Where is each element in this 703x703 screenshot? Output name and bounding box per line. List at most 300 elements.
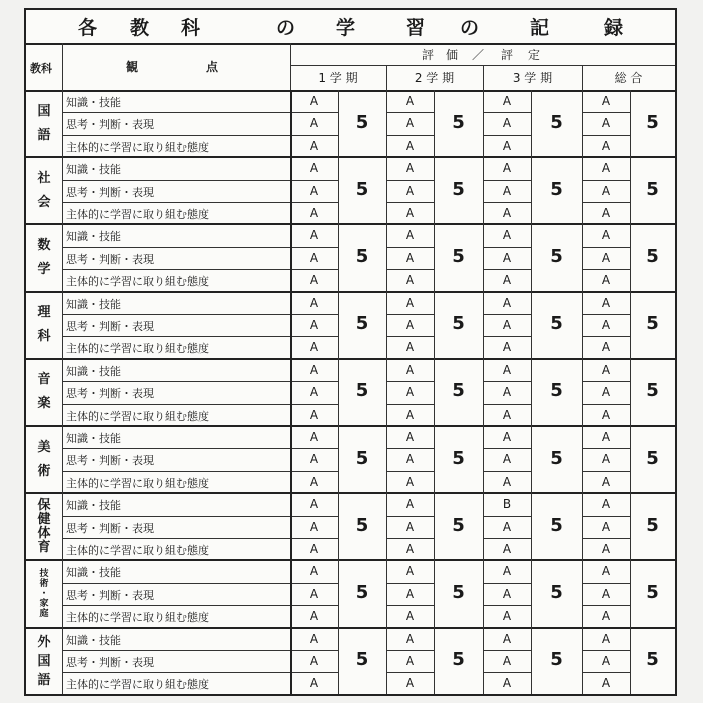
- grade-cell: A: [502, 138, 512, 153]
- grade-cell: A: [601, 430, 611, 444]
- row-divider: [483, 538, 531, 539]
- aspect-label: 主体的に学習に取り組む態度: [66, 208, 209, 221]
- grade-cell: A: [309, 497, 319, 512]
- grade-cell: A: [601, 228, 611, 243]
- grade-cell: A: [405, 430, 415, 444]
- aspect-label: 主体的に学習に取り組む態度: [66, 678, 209, 692]
- subject-name: [26, 368, 62, 416]
- subject-divider: [26, 627, 675, 629]
- grade-cell: A: [405, 340, 415, 355]
- row-divider: [582, 583, 630, 584]
- subject-name-char: 家: [39, 599, 49, 609]
- row-divider: [582, 650, 630, 651]
- grade-cell: A: [309, 206, 319, 220]
- grade-cell: A: [502, 452, 512, 467]
- row-divider: [62, 314, 290, 315]
- row-divider: [290, 650, 338, 651]
- row-divider: [483, 202, 531, 203]
- aspect-label: 思考・判断・表現: [66, 252, 154, 266]
- col-line: [290, 90, 292, 694]
- aspect-label: 知識・技能: [66, 163, 121, 177]
- subject-name: [26, 633, 62, 690]
- aspect-label: 知識・技能: [66, 297, 121, 311]
- grade-cell: A: [601, 654, 611, 668]
- row-divider: [386, 538, 434, 539]
- subject-divider: [26, 358, 675, 360]
- row-divider: [582, 605, 630, 606]
- score-cell: 5: [550, 380, 563, 402]
- grade-cell: A: [502, 474, 512, 489]
- row-divider: [483, 247, 531, 248]
- row-divider: [386, 314, 434, 315]
- subject-name: [26, 167, 62, 215]
- grade-cell: A: [601, 609, 611, 624]
- row-divider: [290, 247, 338, 248]
- title-char: 学: [336, 17, 356, 39]
- row-divider: [386, 583, 434, 584]
- grade-cell: A: [502, 161, 512, 176]
- term-header: 3 学 期: [512, 71, 553, 85]
- grade-cell: A: [405, 362, 415, 377]
- grade-cell: A: [601, 206, 611, 220]
- col-line: [386, 90, 387, 694]
- subject-name-char: 術: [37, 463, 51, 479]
- grade-cell: A: [405, 542, 415, 556]
- grade-cell: A: [309, 430, 319, 444]
- record-table: [26, 10, 675, 694]
- score-cell: 5: [355, 178, 369, 200]
- grade-cell: A: [405, 385, 415, 400]
- row-divider: [290, 583, 338, 584]
- aspect-label: 主体的に学習に取り組む態度: [66, 409, 209, 423]
- grade-cell: A: [502, 340, 512, 355]
- subject-name: [26, 436, 62, 484]
- score-cell: 5: [355, 582, 369, 603]
- grade-cell: A: [309, 138, 319, 153]
- grade-cell: B: [502, 497, 512, 512]
- row-divider: [483, 516, 531, 517]
- aspect-label: 知識・技能: [66, 364, 121, 378]
- title-char: 科: [181, 17, 201, 39]
- subject-divider: [26, 291, 675, 293]
- aspect-label: 主体的に学習に取り組む態度: [66, 476, 209, 490]
- header-col-line: [62, 43, 63, 90]
- score-cell: 5: [646, 447, 659, 469]
- grade-cell: A: [601, 295, 611, 310]
- subject-name-char: 保: [37, 497, 51, 513]
- row-divider: [582, 448, 630, 449]
- evaluation-header-char: 評: [422, 48, 435, 62]
- grade-cell: A: [502, 362, 512, 377]
- title-char: の: [276, 17, 296, 39]
- title-char: 習: [406, 17, 426, 39]
- grade-cell: A: [601, 116, 611, 131]
- aspect-label: 思考・判断・表現: [66, 588, 154, 602]
- score-cell: 5: [355, 447, 369, 469]
- grade-cell: A: [502, 609, 512, 624]
- grade-cell: A: [405, 497, 415, 512]
- grade-cell: A: [601, 318, 611, 332]
- grade-cell: A: [405, 407, 415, 422]
- grade-cell: A: [502, 385, 512, 400]
- grade-cell: A: [502, 295, 512, 310]
- subject-name-char: 庭: [39, 609, 49, 619]
- subject-name-char: 育: [37, 539, 51, 555]
- row-divider: [386, 247, 434, 248]
- aspect-label: 思考・判断・表現: [66, 118, 154, 132]
- grade-cell: A: [405, 273, 415, 288]
- subject-column-header: 教科: [30, 62, 52, 75]
- grade-cell: A: [502, 273, 512, 288]
- row-divider: [386, 269, 434, 270]
- row-divider: [582, 202, 630, 203]
- score-cell: 5: [355, 111, 369, 133]
- subject-name-char: 健: [37, 511, 51, 527]
- grade-cell: A: [405, 138, 415, 153]
- evaluation-header-char: ／: [472, 48, 485, 62]
- grade-cell: A: [405, 161, 415, 176]
- subject-name-char: 数: [37, 238, 51, 253]
- score-cell: 5: [452, 246, 465, 267]
- grade-cell: A: [405, 452, 415, 467]
- row-divider: [386, 112, 434, 113]
- score-cell: 5: [452, 447, 465, 469]
- subject-divider: [26, 492, 675, 494]
- score-cell: 5: [646, 313, 659, 335]
- grade-cell: A: [502, 654, 512, 668]
- grade-cell: A: [601, 542, 611, 556]
- row-divider: [290, 516, 338, 517]
- aspect-label: 思考・判断・表現: [66, 320, 154, 333]
- grade-cell: A: [502, 586, 512, 601]
- row-divider: [386, 202, 434, 203]
- row-divider: [290, 180, 338, 181]
- aspect-label: 知識・技能: [66, 566, 121, 580]
- subject-name: [26, 234, 62, 282]
- row-divider: [483, 381, 531, 382]
- row-divider: [582, 180, 630, 181]
- grade-cell: A: [309, 564, 319, 579]
- subject-name-char: 技: [39, 569, 49, 579]
- grade-cell: A: [309, 609, 319, 624]
- grade-cell: A: [405, 676, 415, 691]
- row-divider: [582, 516, 630, 517]
- subject-name: [26, 301, 62, 349]
- col-line: [582, 90, 583, 694]
- subject-name-char: 語: [37, 672, 51, 688]
- subject-name-char: 美: [37, 439, 51, 455]
- score-cell: 5: [550, 649, 563, 671]
- grade-cell: A: [309, 318, 319, 332]
- grade-cell: A: [601, 586, 611, 601]
- grade-cell: A: [601, 407, 611, 422]
- score-cell: 5: [646, 111, 659, 133]
- grade-cell: A: [405, 295, 415, 310]
- grade-cell: A: [309, 631, 319, 646]
- row-divider: [290, 112, 338, 113]
- score-cell: 5: [550, 246, 563, 267]
- grade-cell: A: [405, 631, 415, 646]
- aspect-label: 思考・判断・表現: [66, 656, 154, 669]
- subject-divider: [26, 223, 675, 225]
- subject-divider: [26, 559, 675, 561]
- score-cell: 5: [646, 246, 659, 267]
- col-line: [483, 90, 484, 694]
- subject-name-char: 科: [37, 329, 51, 345]
- aspect-label: 主体的に学習に取り組む態度: [66, 342, 209, 356]
- subject-name: [26, 100, 62, 148]
- grade-cell: A: [502, 228, 512, 243]
- subject-name-char: 体: [37, 525, 51, 541]
- subject-name-char: 音: [37, 372, 51, 388]
- subject-name-char: 理: [37, 305, 51, 321]
- subject-divider: [26, 425, 675, 427]
- grade-cell: A: [309, 273, 319, 288]
- row-divider: [290, 448, 338, 449]
- row-divider: [62, 448, 290, 449]
- row-divider: [582, 247, 630, 248]
- row-divider: [582, 314, 630, 315]
- subject-name: [26, 569, 62, 619]
- score-cell: 5: [355, 313, 369, 335]
- term-header: 2 学 期: [414, 71, 455, 85]
- aspect-label: 思考・判断・表現: [66, 454, 154, 468]
- subject-name: [26, 499, 62, 555]
- grade-cell: A: [502, 318, 512, 332]
- row-divider: [290, 336, 338, 337]
- aspect-label: 思考・判断・表現: [66, 521, 154, 535]
- grade-cell: A: [309, 295, 319, 310]
- subject-divider: [26, 156, 675, 158]
- row-divider: [290, 672, 338, 673]
- row-divider: [386, 650, 434, 651]
- grade-cell: A: [601, 340, 611, 355]
- aspect-label: 主体的に学習に取り組む態度: [66, 275, 209, 289]
- grade-cell: A: [601, 362, 611, 377]
- grade-cell: A: [309, 362, 319, 377]
- grade-cell: A: [405, 564, 415, 579]
- grade-cell: A: [405, 228, 415, 243]
- grade-cell: A: [309, 474, 319, 489]
- row-divider: [483, 650, 531, 651]
- grade-cell: A: [309, 116, 319, 131]
- row-divider: [386, 180, 434, 181]
- grade-cell: A: [502, 116, 512, 131]
- score-cell: 5: [452, 111, 465, 133]
- row-divider: [290, 135, 338, 136]
- title-char: 記: [530, 17, 550, 39]
- row-divider: [386, 404, 434, 405]
- row-divider: [582, 381, 630, 382]
- score-cell: 5: [646, 178, 659, 200]
- row-divider: [483, 269, 531, 270]
- viewpoint-header-char: 観: [126, 60, 139, 74]
- row-divider: [483, 605, 531, 606]
- score-cell: 5: [452, 380, 465, 402]
- row-divider: [62, 583, 290, 584]
- grade-cell: A: [601, 161, 611, 176]
- col-line: [531, 90, 532, 694]
- row-divider: [582, 135, 630, 136]
- grade-cell: A: [309, 385, 319, 400]
- grade-cell: A: [405, 250, 415, 265]
- row-divider: [483, 404, 531, 405]
- row-divider: [62, 516, 290, 517]
- grade-cell: A: [405, 519, 415, 534]
- grade-cell: A: [309, 183, 319, 198]
- row-divider: [62, 404, 290, 405]
- grade-cell: A: [502, 94, 512, 108]
- evaluation-header-char: 定: [528, 48, 541, 62]
- score-cell: 5: [550, 582, 563, 603]
- grade-cell: A: [309, 586, 319, 601]
- grade-cell: A: [405, 474, 415, 489]
- grade-cell: A: [601, 138, 611, 153]
- col-line: [630, 90, 631, 694]
- row-divider: [582, 112, 630, 113]
- grade-cell: A: [601, 497, 611, 512]
- grade-cell: A: [502, 542, 512, 556]
- row-divider: [582, 538, 630, 539]
- aspect-label: 思考・判断・表現: [66, 185, 154, 199]
- subject-name-char: 語: [37, 127, 51, 143]
- grade-cell: A: [405, 183, 415, 198]
- score-cell: 5: [550, 313, 563, 335]
- subject-name-char: 社: [37, 170, 51, 186]
- grade-cell: A: [502, 430, 512, 444]
- grade-cell: A: [601, 273, 611, 288]
- term-header: 総 合: [614, 71, 643, 85]
- score-cell: 5: [550, 447, 563, 469]
- subject-name-char: 国: [37, 653, 51, 669]
- row-divider: [483, 471, 531, 472]
- row-divider: [290, 381, 338, 382]
- subject-name-char: 国: [37, 103, 51, 119]
- grade-cell: A: [309, 161, 319, 176]
- viewpoint-header-char: 点: [206, 60, 219, 74]
- grade-cell: A: [601, 94, 611, 108]
- row-divider: [62, 605, 290, 606]
- row-divider: [290, 202, 338, 203]
- row-divider: [386, 672, 434, 673]
- grade-cell: A: [502, 407, 512, 422]
- score-cell: 5: [646, 380, 659, 402]
- aspect-label: 知識・技能: [66, 230, 121, 244]
- grade-cell: A: [405, 609, 415, 624]
- row-divider: [62, 135, 290, 136]
- row-divider: [62, 538, 290, 539]
- row-divider: [582, 269, 630, 270]
- grade-cell: A: [405, 586, 415, 601]
- subject-name-char: 学: [37, 262, 51, 277]
- aspect-label: 主体的に学習に取り組む態度: [66, 611, 209, 625]
- row-divider: [483, 448, 531, 449]
- title-char: 教: [130, 17, 150, 39]
- title-char: 録: [604, 17, 624, 39]
- row-divider: [483, 314, 531, 315]
- row-divider: [386, 516, 434, 517]
- row-divider: [290, 538, 338, 539]
- row-divider: [62, 247, 290, 248]
- grade-cell: A: [405, 116, 415, 131]
- aspect-label: 知識・技能: [66, 499, 121, 513]
- subject-name-char: 術: [39, 579, 49, 589]
- score-cell: 5: [646, 514, 659, 536]
- evaluation-header-char: 評: [501, 48, 514, 62]
- grade-cell: A: [502, 250, 512, 265]
- aspect-label: 知識・技能: [66, 96, 121, 109]
- grade-cell: A: [601, 519, 611, 534]
- grade-cell: A: [601, 564, 611, 579]
- col-line: [434, 90, 435, 694]
- aspect-label: 主体的に学習に取り組む態度: [66, 140, 209, 154]
- grade-cell: A: [309, 542, 319, 556]
- score-cell: 5: [452, 649, 465, 671]
- title-char: 各: [78, 17, 98, 39]
- row-divider: [290, 605, 338, 606]
- grade-cell: A: [309, 407, 319, 422]
- row-divider: [62, 336, 290, 337]
- row-divider: [290, 404, 338, 405]
- row-divider: [582, 404, 630, 405]
- grade-cell: A: [309, 676, 319, 691]
- row-divider: [290, 314, 338, 315]
- grade-cell: A: [502, 519, 512, 534]
- row-divider: [582, 672, 630, 673]
- row-divider: [386, 471, 434, 472]
- record-sheet: [24, 8, 677, 696]
- grade-cell: A: [309, 519, 319, 534]
- grade-cell: A: [502, 631, 512, 646]
- row-divider: [62, 672, 290, 673]
- grade-cell: A: [601, 385, 611, 400]
- grade-cell: A: [502, 206, 512, 220]
- grade-cell: A: [405, 206, 415, 220]
- grade-cell: A: [309, 94, 319, 108]
- grade-cell: A: [405, 94, 415, 108]
- subject-name-char: 楽: [37, 396, 51, 412]
- score-cell: 5: [550, 111, 563, 133]
- score-cell: 5: [355, 380, 369, 402]
- row-divider: [62, 202, 290, 203]
- grade-cell: A: [405, 318, 415, 332]
- grade-cell: A: [309, 228, 319, 243]
- row-divider: [483, 583, 531, 584]
- grade-cell: A: [309, 250, 319, 265]
- row-divider: [386, 135, 434, 136]
- grade-cell: A: [309, 340, 319, 355]
- score-cell: 5: [355, 649, 369, 671]
- grade-cell: A: [601, 183, 611, 198]
- aspect-label: 思考・判断・表現: [66, 387, 154, 401]
- row-divider: [483, 180, 531, 181]
- row-divider: [483, 336, 531, 337]
- row-divider: [582, 336, 630, 337]
- row-divider: [386, 448, 434, 449]
- header-bottom-line: [26, 90, 675, 92]
- grade-cell: A: [601, 250, 611, 265]
- row-divider: [582, 471, 630, 472]
- row-divider: [290, 471, 338, 472]
- row-divider: [386, 336, 434, 337]
- grade-cell: A: [601, 676, 611, 691]
- title-char: の: [460, 17, 480, 39]
- aspect-label: 知識・技能: [66, 432, 121, 445]
- score-cell: 5: [550, 514, 563, 536]
- grade-cell: A: [502, 564, 512, 579]
- score-cell: 5: [452, 582, 465, 603]
- subject-name-char: 会: [37, 194, 51, 210]
